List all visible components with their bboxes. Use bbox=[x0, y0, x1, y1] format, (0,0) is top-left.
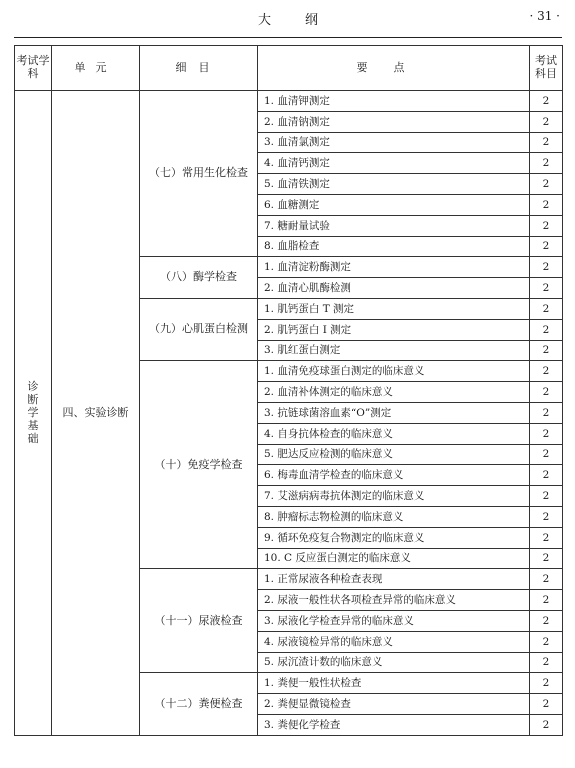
header-detail: 细目 bbox=[140, 46, 258, 91]
level-cell: 2 bbox=[530, 590, 563, 611]
level-cell: 2 bbox=[530, 236, 563, 257]
point-cell: 5. 尿沉渣计数的临床意义 bbox=[258, 652, 530, 673]
point-cell: 1. 血清钾测定 bbox=[258, 91, 530, 112]
unit-cell: 四、实验诊断 bbox=[52, 91, 140, 736]
point-cell: 6. 血糖测定 bbox=[258, 194, 530, 215]
level-cell: 2 bbox=[530, 486, 563, 507]
point-cell: 10. C 反应蛋白测定的临床意义 bbox=[258, 548, 530, 569]
level-cell: 2 bbox=[530, 548, 563, 569]
point-cell: 2. 肌钙蛋白 I 测定 bbox=[258, 319, 530, 340]
level-cell: 2 bbox=[530, 132, 563, 153]
detail-cell: （十二）粪便检查 bbox=[140, 673, 258, 735]
point-cell: 2. 粪便显微镜检查 bbox=[258, 694, 530, 715]
level-cell: 2 bbox=[530, 215, 563, 236]
point-cell: 9. 循环免疫复合物测定的临床意义 bbox=[258, 527, 530, 548]
header-points: 要点 bbox=[258, 46, 530, 91]
level-cell: 2 bbox=[530, 382, 563, 403]
level-cell: 2 bbox=[530, 694, 563, 715]
point-cell: 8. 肿瘤标志物检测的临床意义 bbox=[258, 506, 530, 527]
table-row bbox=[15, 91, 563, 112]
level-cell: 2 bbox=[530, 361, 563, 382]
level-cell: 2 bbox=[530, 527, 563, 548]
page-header bbox=[14, 0, 562, 38]
point-cell: 1. 血清免疫球蛋白测定的临床意义 bbox=[258, 361, 530, 382]
point-cell: 2. 血清钠测定 bbox=[258, 111, 530, 132]
level-cell: 2 bbox=[530, 194, 563, 215]
level-cell: 2 bbox=[530, 714, 563, 735]
detail-cell: （十）免疫学检查 bbox=[140, 361, 258, 569]
level-cell: 2 bbox=[530, 569, 563, 590]
point-cell: 1. 正常尿液各种检查表现 bbox=[258, 569, 530, 590]
detail-cell: （七）常用生化检查 bbox=[140, 91, 258, 257]
subject-label: 诊断学基础 bbox=[27, 380, 39, 446]
level-cell: 2 bbox=[530, 610, 563, 631]
point-cell: 5. 血清铁测定 bbox=[258, 174, 530, 195]
level-cell: 2 bbox=[530, 340, 563, 361]
level-cell: 2 bbox=[530, 319, 563, 340]
level-cell: 2 bbox=[530, 402, 563, 423]
page-number: · 31 · bbox=[529, 9, 560, 23]
level-cell: 2 bbox=[530, 174, 563, 195]
table-body bbox=[15, 91, 563, 736]
level-cell: 2 bbox=[530, 444, 563, 465]
page-title: 大纲 bbox=[257, 13, 352, 28]
point-cell: 2. 血清补体测定的临床意义 bbox=[258, 382, 530, 403]
level-cell: 2 bbox=[530, 465, 563, 486]
point-cell: 3. 抗链球菌溶血素“O”测定 bbox=[258, 402, 530, 423]
point-cell: 4. 自身抗体检查的临床意义 bbox=[258, 423, 530, 444]
point-cell: 2. 尿液一般性状各项检查异常的临床意义 bbox=[258, 590, 530, 611]
detail-cell: （八）酶学检查 bbox=[140, 257, 258, 299]
level-cell: 2 bbox=[530, 153, 563, 174]
level-cell: 2 bbox=[530, 673, 563, 694]
level-cell: 2 bbox=[530, 91, 563, 112]
detail-cell: （九）心肌蛋白检测 bbox=[140, 298, 258, 360]
point-cell: 8. 血脂检查 bbox=[258, 236, 530, 257]
point-cell: 1. 血清淀粉酶测定 bbox=[258, 257, 530, 278]
point-cell: 3. 血清氯测定 bbox=[258, 132, 530, 153]
level-cell: 2 bbox=[530, 423, 563, 444]
subject-cell bbox=[15, 91, 52, 736]
level-cell: 2 bbox=[530, 631, 563, 652]
header-level: 考试科目 bbox=[530, 46, 563, 91]
point-cell: 3. 肌红蛋白测定 bbox=[258, 340, 530, 361]
point-cell: 4. 尿液镜检异常的临床意义 bbox=[258, 631, 530, 652]
level-cell: 2 bbox=[530, 652, 563, 673]
header-unit: 单元 bbox=[52, 46, 140, 91]
syllabus-table bbox=[14, 45, 563, 736]
level-cell: 2 bbox=[530, 298, 563, 319]
point-cell: 3. 粪便化学检查 bbox=[258, 714, 530, 735]
point-cell: 5. 肥达反应检测的临床意义 bbox=[258, 444, 530, 465]
point-cell: 4. 血清钙测定 bbox=[258, 153, 530, 174]
table-header-row bbox=[15, 46, 563, 91]
point-cell: 7. 糖耐量试验 bbox=[258, 215, 530, 236]
point-cell: 2. 血清心肌酶检测 bbox=[258, 278, 530, 299]
level-cell: 2 bbox=[530, 506, 563, 527]
point-cell: 6. 梅毒血清学检查的临床意义 bbox=[258, 465, 530, 486]
point-cell: 1. 粪便一般性状检查 bbox=[258, 673, 530, 694]
level-cell: 2 bbox=[530, 111, 563, 132]
point-cell: 1. 肌钙蛋白 T 测定 bbox=[258, 298, 530, 319]
header-subject: 考试学科 bbox=[15, 46, 52, 91]
point-cell: 7. 艾滋病病毒抗体测定的临床意义 bbox=[258, 486, 530, 507]
point-cell: 3. 尿液化学检查异常的临床意义 bbox=[258, 610, 530, 631]
level-cell: 2 bbox=[530, 257, 563, 278]
detail-cell: （十一）尿液检查 bbox=[140, 569, 258, 673]
level-cell: 2 bbox=[530, 278, 563, 299]
